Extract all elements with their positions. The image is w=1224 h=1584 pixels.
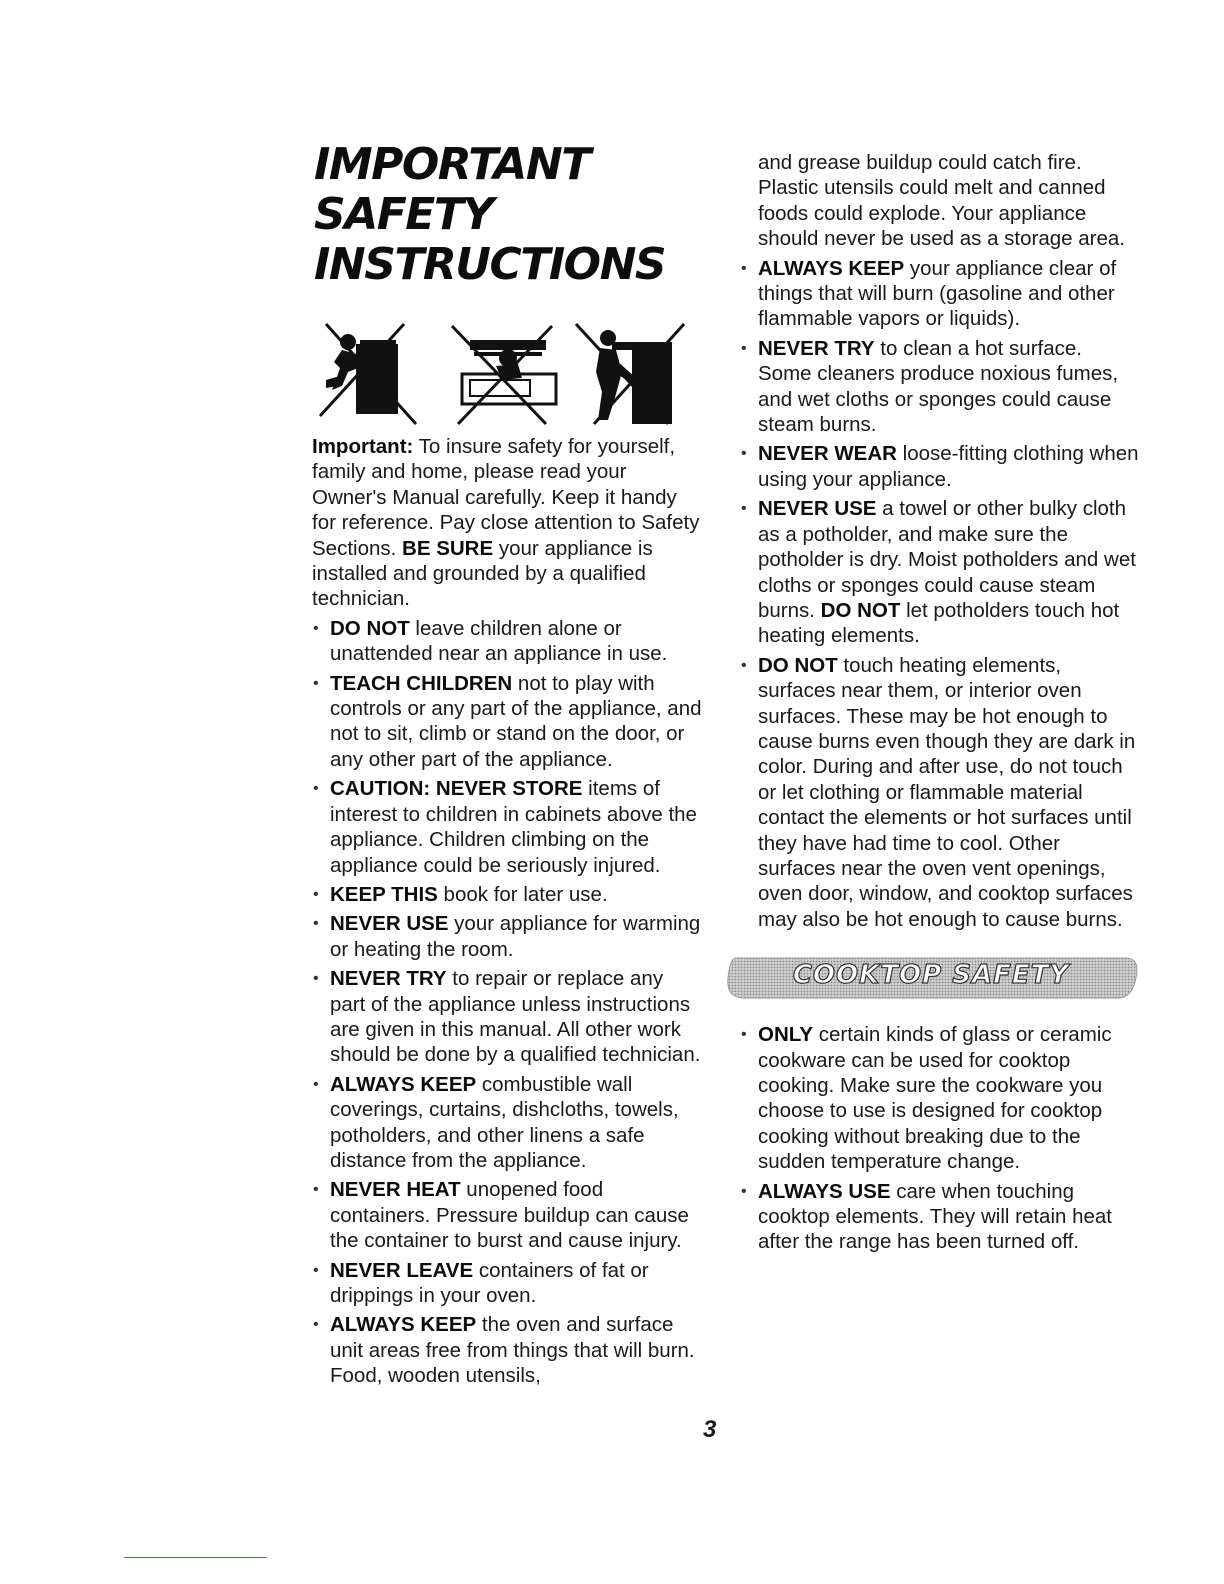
- right-column: [740, 150, 1140, 1259]
- bullet-lead: NEVER USE: [330, 912, 449, 936]
- bullet-text: a towel or other bulky cloth as a potholder, and make sure the potholder is dry. Moist potholders and wet cloths or sponges could cause steam burns.: [758, 497, 1136, 622]
- banner-title: COOKTOP SAFETY: [792, 960, 1070, 991]
- bullet-text: containers of fat or drippings in your oven.: [330, 1258, 649, 1307]
- bullet-lead: NEVER TRY: [758, 336, 875, 360]
- bullet-text: to clean a hot surface. Some cleaners produce noxious fumes, and wet cloths or sponges could cause steam burns.: [758, 336, 1119, 437]
- list-item: [312, 616, 704, 667]
- bullet-text: loose-fitting clothing when using your appliance.: [758, 442, 1139, 491]
- no-storing-items-above-appliance-icon: [576, 324, 684, 424]
- bullet-lead: CAUTION: NEVER STORE: [330, 777, 583, 801]
- bullet-lead: DO NOT: [330, 616, 410, 640]
- bullet-lead: ALWAYS USE: [758, 1179, 891, 1203]
- list-item: [312, 1177, 704, 1253]
- list-item: [312, 911, 704, 962]
- bullet-text: book for later use.: [437, 882, 608, 906]
- footer-rule: [124, 1557, 267, 1558]
- list-item: [312, 966, 704, 1068]
- warning-icons: [312, 320, 692, 428]
- list-item: [312, 882, 704, 907]
- intro-paragraph: [312, 434, 704, 612]
- title-line-1: IMPORTANT SAFETY: [314, 139, 590, 240]
- list-item: [740, 496, 1140, 648]
- right-bullet-list: [740, 256, 1140, 933]
- bullet-text: your appliance clear of things that will burn (gasoline and other flammable vapors or liquids).: [758, 256, 1117, 331]
- list-item: [312, 1072, 704, 1174]
- list-item: [740, 441, 1140, 492]
- left-bullet-list: [312, 616, 704, 1389]
- list-item: [312, 1258, 704, 1309]
- bullet-lead: NEVER HEAT: [330, 1178, 461, 1202]
- bullet-lead: NEVER USE: [758, 497, 877, 521]
- left-column: [312, 140, 704, 1393]
- bullet-text: not to play with controls or any part of the appliance, and not to sit, climb or stand on the door, or any other part of the appliance.: [330, 671, 702, 771]
- bullet-lead: NEVER LEAVE: [330, 1258, 474, 1282]
- bullet-lead-secondary: DO NOT: [820, 598, 901, 622]
- bullet-lead: KEEP THIS: [330, 882, 438, 906]
- page-number: 3: [703, 1416, 717, 1443]
- list-item: [740, 1022, 1140, 1174]
- intro-text-1: To insure safety for yourself, family and home, please read your Owner's Manual carefully. Keep it handy for reference. Pay close attention to Safety Sections.: [312, 435, 700, 560]
- bullet-lead: NEVER TRY: [330, 967, 447, 991]
- bullet-text: to repair or replace any part of the appliance unless instructions are given in this manual. All other work should be done by a qualified technician.: [330, 967, 701, 1067]
- bullet-text: touch heating elements, surfaces near them, or interior oven surfaces. These may be hot enough to cause burns even though they are dark in color. During and after use, do not touch or let clothing or flammable material contact the elements or hot surfaces until they have had time to cool. Other surfaces near the oven vent openings, oven door, window, and cooktop surfaces may also be hot enough to cause burns.: [758, 653, 1136, 931]
- list-item: [312, 776, 704, 878]
- bullet-text: unopened food containers. Pressure buildup can cause the container to burst and cause injury.: [330, 1178, 689, 1253]
- bullet-text: the oven and surface unit areas free from things that will burn. Food, wooden utensils,: [330, 1313, 695, 1388]
- list-item: [740, 256, 1140, 332]
- page-title: [314, 140, 704, 290]
- title-line-2: INSTRUCTIONS: [314, 239, 666, 290]
- bullet-lead: ONLY: [758, 1023, 814, 1047]
- no-climbing-icon: [320, 324, 416, 424]
- bullet-lead: TEACH CHILDREN: [330, 671, 513, 695]
- intro-label: Important:: [312, 435, 414, 458]
- list-item: [740, 336, 1140, 438]
- bullet-lead: ALWAYS KEEP: [330, 1313, 477, 1337]
- no-sitting-on-oven-door-icon: [452, 326, 556, 424]
- list-item: [740, 653, 1140, 932]
- intro-emphasis: BE SURE: [402, 536, 494, 560]
- continued-paragraph: and grease buildup could catch fire. Plastic utensils could melt and canned foods could explode. Your appliance should never be used as a storage area.: [758, 151, 1125, 251]
- section-banner: [722, 954, 1140, 1002]
- bullet-text: certain kinds of glass or ceramic cookware can be used for cooktop cooking. Make sure the cookware you choose to use is designed for cooktop cooking without breaking due to the sudden temperature change.: [758, 1023, 1112, 1174]
- bullet-text: leave children alone or unattended near an appliance in use.: [330, 616, 668, 666]
- bullet-lead: DO NOT: [758, 653, 838, 677]
- bullet-text: combustible wall coverings, curtains, dishcloths, towels, potholders, and other linens a safe distance from the appliance.: [330, 1072, 679, 1172]
- bullet-lead: ALWAYS KEEP: [330, 1072, 477, 1096]
- list-item: [740, 1179, 1140, 1255]
- bullet-lead: NEVER WEAR: [758, 442, 897, 466]
- intro-text-2: your appliance is installed and grounded by a qualified technician.: [312, 536, 653, 611]
- cooktop-bullet-list: [740, 1022, 1140, 1255]
- bullet-text: items of interest to children in cabinets above the appliance. Children climbing on the appliance could be seriously injured.: [330, 777, 697, 877]
- list-item: [312, 1312, 704, 1388]
- bullet-text: care when touching cooktop elements. They will retain heat after the range has been turned off.: [758, 1179, 1113, 1254]
- bullet-text: your appliance for warming or heating the room.: [330, 912, 701, 961]
- list-item: [312, 671, 704, 773]
- bullet-text-secondary: let potholders touch hot heating elements.: [758, 598, 1120, 648]
- bullet-lead: ALWAYS KEEP: [758, 256, 905, 280]
